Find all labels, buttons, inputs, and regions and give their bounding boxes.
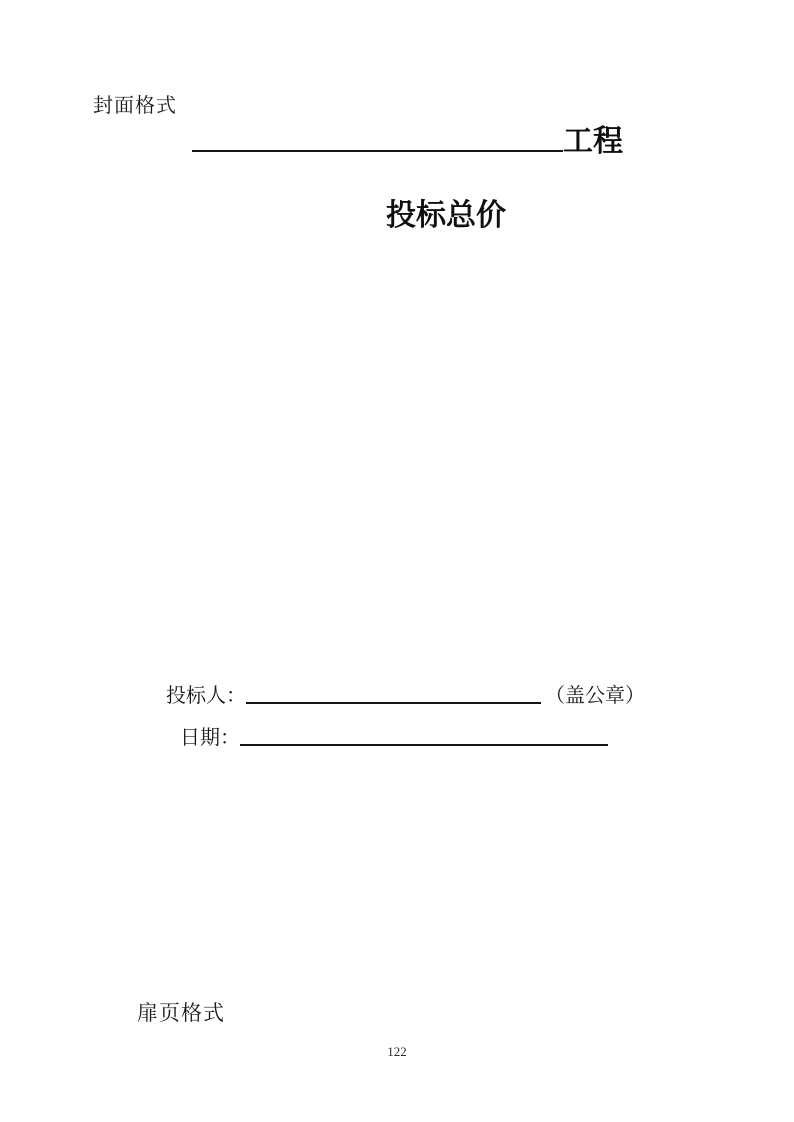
project-name-blank <box>192 150 563 152</box>
date-blank <box>240 744 608 746</box>
project-title-suffix: 工程 <box>563 125 623 158</box>
bidder-row <box>166 684 645 708</box>
flyleaf-format-label: 扉页格式 <box>137 1001 225 1025</box>
date-label: 日期： <box>180 727 240 749</box>
date-row <box>180 726 608 750</box>
page-number: 122 <box>387 1044 407 1059</box>
bidder-label: 投标人： <box>166 685 246 707</box>
bidder-name-blank <box>246 702 541 704</box>
seal-note: （盖公章） <box>545 685 645 707</box>
main-title: 投标总价 <box>386 199 506 232</box>
project-title-line <box>192 124 623 160</box>
cover-format-label: 封面格式 <box>93 95 177 117</box>
